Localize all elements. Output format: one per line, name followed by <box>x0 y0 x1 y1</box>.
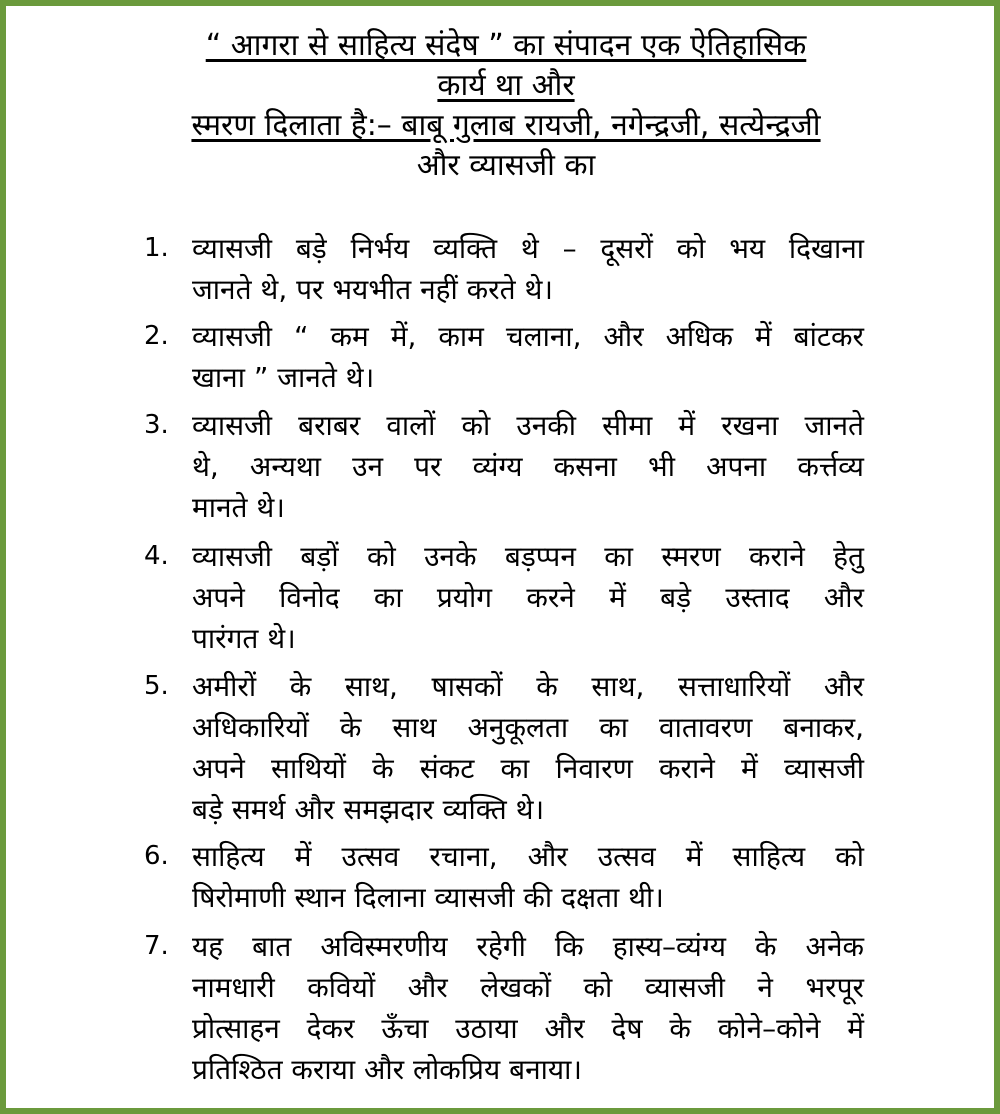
list-item-text-line: थे, अन्यथा उन पर व्यंग्य कसना भी अपना कर्त्तव्य <box>192 450 864 483</box>
list-item-text-line: अपने विनोद का प्रयोग करने में बड़े उस्ताद और <box>192 581 864 614</box>
list-number: 7. <box>144 931 169 961</box>
list-item-text-line: साहित्य में उत्सव रचाना, और उत्सव में साहित्य को <box>192 840 864 873</box>
heading-line-4: और व्यासजी का <box>416 148 596 183</box>
list-item-text-line: व्यासजी “ कम में, काम चलाना, और अधिक में बांटकर <box>192 320 864 353</box>
list-item-text-line: व्यासजी बड़ों को उनके बड़प्पन का स्मरण कराने हेतु <box>192 540 864 573</box>
list-number: 6. <box>144 841 169 871</box>
heading-line-2: कार्य था और <box>437 68 575 103</box>
list-item-text-line: जानते थे, पर भयभीत नहीं करते थे। <box>192 273 553 306</box>
list-item-text-line: प्रोत्साहन देकर ऊँचा उठाया और देष के कोने–कोने में <box>192 1012 864 1045</box>
list-item-text-line: व्यासजी बराबर वालों को उनकी सीमा में रखना जानते <box>192 409 864 442</box>
list-number: 2. <box>144 321 169 351</box>
list-item-text-line: प्रतिश्ठित कराया और लोकप्रिय बनाया। <box>192 1053 582 1086</box>
list-item-text-line: बड़े समर्थ और समझदार व्यक्ति थे। <box>192 793 545 826</box>
list-item-text-line: यह बात अविस्मरणीय रहेगी कि हास्य–व्यंग्य के अनेक <box>192 930 864 963</box>
list-number: 1. <box>144 233 169 263</box>
list-item-text-line: अमीरों के साथ, षासकों के साथ, सत्ताधारियों और <box>192 670 864 703</box>
list-item-text-line: मानते थे। <box>192 491 285 524</box>
list-number: 4. <box>144 541 169 571</box>
list-item-text-line: नामधारी कवियों और लेखकों को व्यासजी ने भरपूर <box>192 971 864 1004</box>
list-number: 3. <box>144 410 169 440</box>
list-item-text-line: पारंगत थे। <box>192 622 296 655</box>
heading-line-1: “ आगरा से साहित्य संदेष ” का संपादन एक ऐतिहासिक <box>205 28 807 63</box>
list-number: 5. <box>144 671 169 701</box>
list-item-text-line: खाना ” जानते थे। <box>192 361 375 394</box>
list-item-text-line: षिरोमाणी स्थान दिलाना व्यासजी की दक्षता थी। <box>192 881 664 914</box>
list-item-text-line: अधिकारियों के साथ अनुकूलता का वातावरण बनाकर, <box>192 711 864 744</box>
list-item-text-line: अपने साथियों के संकट का निवारण कराने में व्यासजी <box>192 752 864 785</box>
list-item-text-line: व्यासजी बड़े निर्भय व्यक्ति थे – दूसरों को भय दिखाना <box>192 232 864 265</box>
heading-line-3: स्मरण दिलाता है:– बाबू गुलाब रायजी, नगेन्द्रजी, सत्येन्द्रजी <box>191 108 821 143</box>
